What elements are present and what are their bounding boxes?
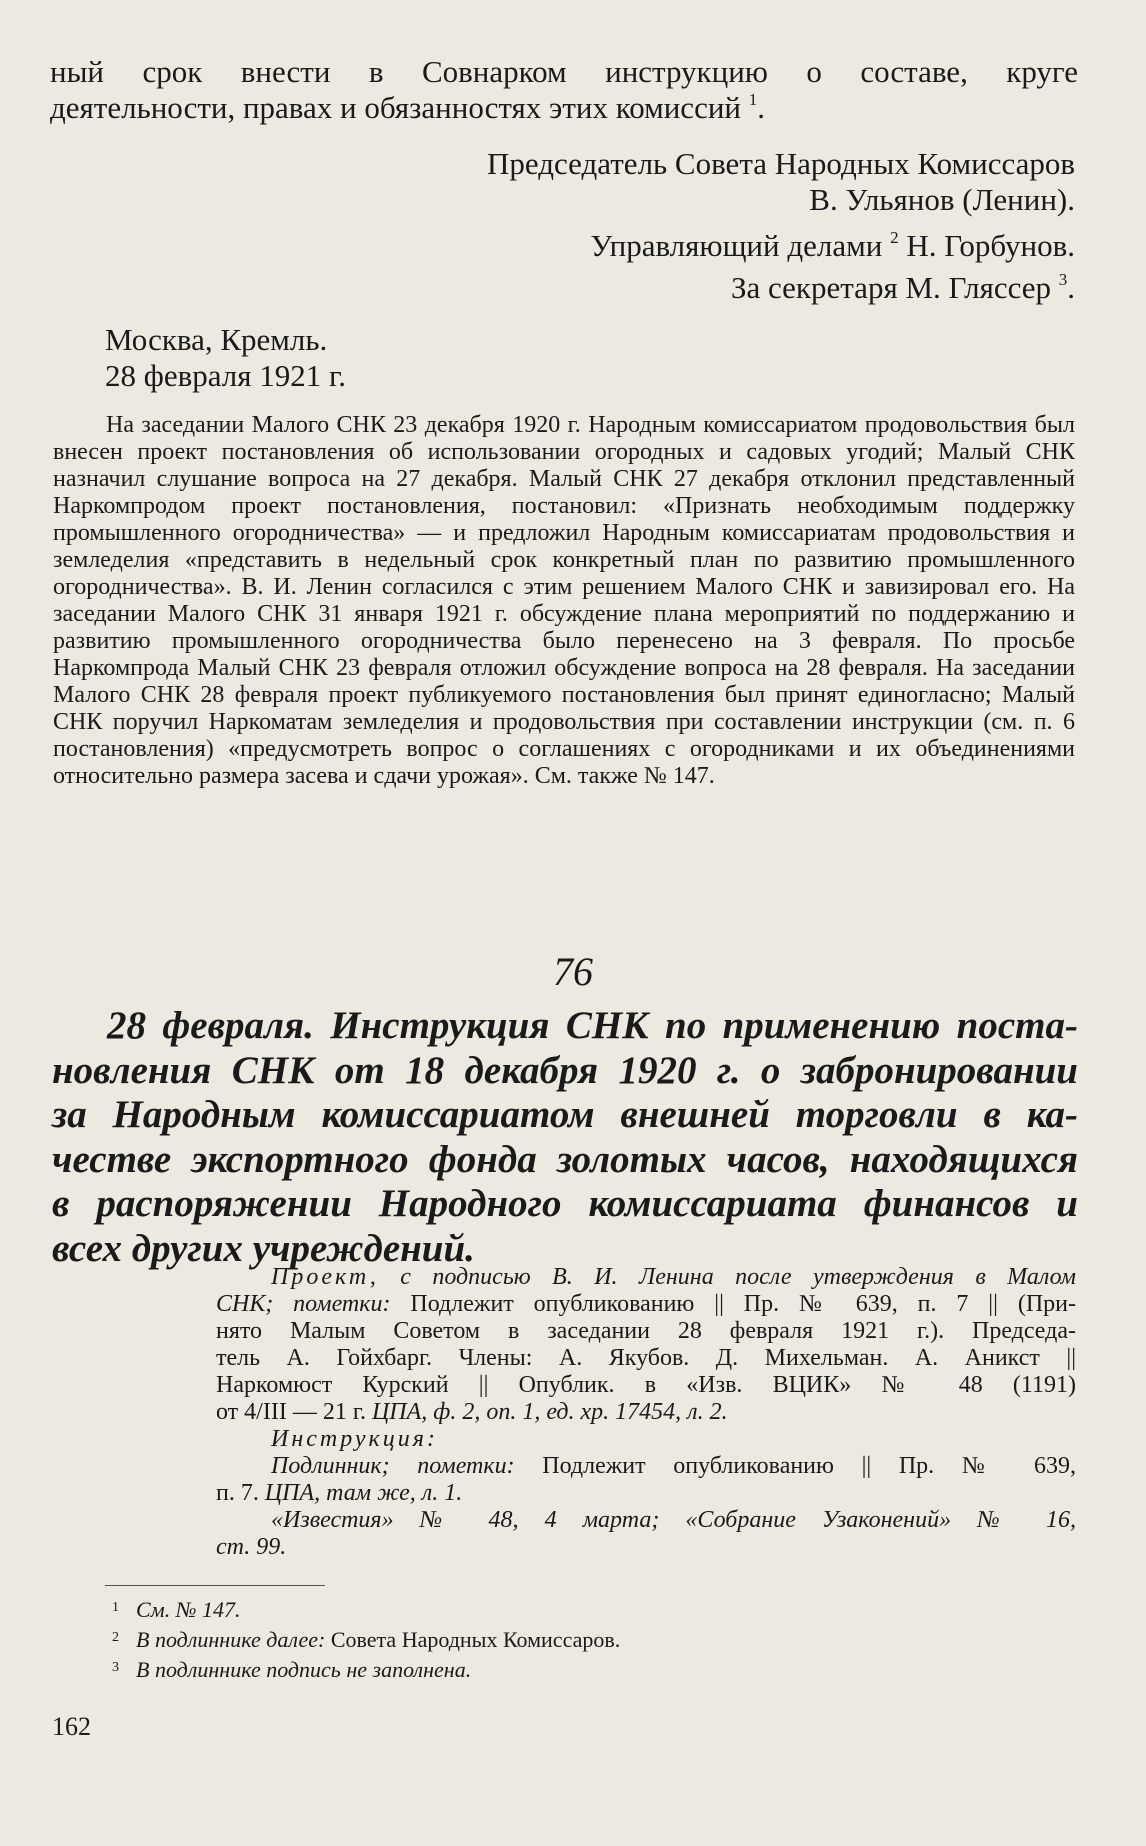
place-date xyxy=(105,322,605,394)
archive-ref: ЦПА, ф. 2, оп. 1, ед. хр. 17454, л. 2. xyxy=(371,1399,728,1425)
signature-chair xyxy=(300,146,1075,218)
paragraph-line xyxy=(50,90,1078,126)
document-heading xyxy=(52,1004,1078,1271)
editorial-note xyxy=(53,412,1075,790)
footnote-mark: 3 xyxy=(112,1660,119,1675)
source-line: Наркомюст Курский || Опублик. в «Изв. ВЦИК» № 48 (1191) xyxy=(216,1372,1076,1398)
source-line: «Известия» № 48, 4 марта; «Собрание Узаконений» № 16, xyxy=(271,1507,1076,1533)
paragraph-continuation xyxy=(50,54,1078,126)
footnote-mark: 2 xyxy=(112,1630,119,1645)
paragraph-text: деятельности, правах и обязанностях этих комиссий xyxy=(50,90,742,125)
footnote-ref: 2 xyxy=(890,228,899,247)
source-notes xyxy=(216,1264,1076,1561)
chair-name: В. Ульянов (Ленин). xyxy=(809,182,1075,217)
chair-title: Председатель Совета Народных Комиссаров xyxy=(487,146,1075,181)
source-label: СНК; пометки: xyxy=(216,1291,391,1317)
heading-line: за Народным комиссариатом внешней торговли в ка- xyxy=(52,1093,1078,1136)
note-paragraph: На заседании Малого СНК 23 декабря 1920 г. Народным комиссариатом продовольствия был внесен проект постановления об использовании огородных и садовых угодий; Малый СНК назначил слушание вопроса на 27 декабря. Малый СНК 27 декабря отклонил представленный Наркомпродом проект постановления, постановил: «Признать необходимым поддержку промышленного огородничества» — и предложил Народным комиссариатам продовольствия и земледелия «представить в недельный срок конкретный план по развитию промышленного огородничества». В. И. Ленин согласился с этим решением Малого СНК и завизировал его. На заседании Малого СНК 31 января 1921 г. обсуждение плана мероприятий по поддержанию и развитию промышленного огородничества было перенесено на 3 февраля. По просьбе Наркомпрода Малый СНК 23 февраля отложил обсуждение вопроса на 28 февраля. На заседании Малого СНК 28 февраля проект публикуемого постановления был принят единогласно; Малый СНК поручил Наркоматам земледелия и продовольствия при составлении инструкции (см. п. 6 постановления) «предусмотреть вопрос о соглашениях с огородниками и их объединениями относительно размера засева и сдачи урожая». См. также № 147. xyxy=(53,412,1075,789)
footnote-text: В подлиннике подпись не заполнена. xyxy=(136,1657,472,1682)
source-line xyxy=(216,1480,1076,1507)
source-text: от 4/III — 21 г. xyxy=(216,1399,372,1425)
page-number: 162 xyxy=(52,1712,91,1741)
source-line xyxy=(216,1291,1076,1318)
footnote-mark: 1 xyxy=(112,1600,119,1615)
source-line: тель А. Гойхбарг. Члены: А. Якубов. Д. Михельман. А. Аникст || xyxy=(216,1345,1076,1371)
footnote-ref: 1 xyxy=(748,90,758,109)
source-line: нято Малым Советом в заседании 28 февраля 1921 г.). Председа- xyxy=(216,1318,1076,1344)
source-line: Инструкция: xyxy=(271,1426,438,1452)
heading-line: 28 февраля. Инструкция СНК по применению поста- xyxy=(107,1004,1078,1047)
source-text: Подлежит опубликованию || Пр. № 639, xyxy=(514,1453,1076,1479)
heading-line: всех других учреждений. xyxy=(52,1226,475,1270)
source-line xyxy=(216,1264,1076,1291)
place: Москва, Кремль. xyxy=(105,322,328,357)
date: 28 февраля 1921 г. xyxy=(105,358,346,393)
signature-secretary xyxy=(300,270,1075,306)
document-number: 76 xyxy=(553,949,593,994)
footnote xyxy=(112,1624,1012,1654)
footnote-ref: 3 xyxy=(1058,270,1068,289)
archive-ref: ЦПА, там же, л. 1. xyxy=(264,1480,463,1506)
footnote-text: В подлиннике далее: xyxy=(136,1627,326,1652)
source-line xyxy=(216,1399,1076,1426)
secretary-text: За секретаря М. Гляссер xyxy=(731,270,1051,305)
paragraph-line: ный срок внести в Совнарком инструкцию о составе, круге xyxy=(50,54,1078,89)
source-line: ст. 99. xyxy=(216,1534,287,1560)
heading-line: честве экспортного фонда золотых часов, находящихся xyxy=(52,1137,1078,1181)
source-label: Подлинник; пометки: xyxy=(271,1453,515,1479)
manager-title: Управляющий делами xyxy=(590,228,883,263)
heading-line: в распоряжении Народного комиссариата финансов и xyxy=(52,1182,1078,1225)
footnote-divider xyxy=(105,1585,325,1586)
source-text: Подлежит опубликованию || Пр. № 639, п. 7 || (При- xyxy=(390,1291,1076,1317)
footnote xyxy=(112,1654,1012,1684)
manager-name: Н. Горбунов. xyxy=(906,228,1075,263)
source-label: Проект, xyxy=(271,1264,379,1290)
footnote-text: Совета Народных Комиссаров. xyxy=(325,1627,621,1652)
footnotes xyxy=(112,1594,1012,1684)
signature-manager xyxy=(300,228,1075,264)
footnote xyxy=(112,1594,1012,1624)
source-text: п. 7. xyxy=(216,1480,265,1506)
punctuation: . xyxy=(1067,270,1075,305)
punctuation: . xyxy=(757,90,766,125)
heading-line: новления СНК от 18 декабря 1920 г. о забронировании xyxy=(52,1048,1078,1092)
footnote-text: См. № 147. xyxy=(136,1597,241,1622)
source-text: с подписью В. И. Ленина после утверждения в Малом xyxy=(378,1264,1076,1290)
source-line xyxy=(216,1453,1076,1480)
